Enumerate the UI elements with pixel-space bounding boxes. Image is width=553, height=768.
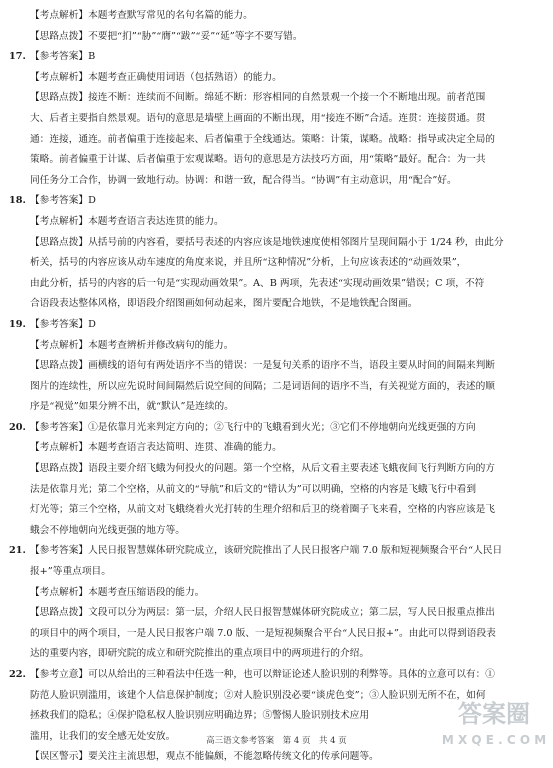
line-text: 报+”等重点项目。 xyxy=(30,566,111,578)
text-line xyxy=(0,747,553,768)
question-line xyxy=(0,315,553,336)
line-text: 【参考答案】①是依靠月光来判定方向的；②飞行中的飞蛾看到火光；③它们不停地朝向光线更强的方向 xyxy=(30,421,476,433)
line-text: 【参考答案】D xyxy=(30,318,96,330)
page-footer: 高三语文参考答案 第 4 页 共 4 页 xyxy=(206,736,347,746)
line-text: 蛾会不停地朝向光线更强的地方等。 xyxy=(30,524,185,536)
text-line xyxy=(0,109,553,130)
line-text: 【思路点拨】文段可以分为两层：第一层，介绍人民日报智慧媒体研究院成立；第二层，写人民日报重点推出 xyxy=(30,607,495,619)
line-text: 【思路点拨】不要把“扪”“胁”“膺”“跋”“妥”“延”等字不要写错。 xyxy=(30,30,303,42)
question-number: 21. xyxy=(9,545,26,557)
question-line xyxy=(0,191,553,212)
line-text: 由此分析，括号的内容的后一句是“实现动画效果”。A、B 两项，先表述“实现动画效果”错误；C 项，不符 xyxy=(30,277,485,289)
line-text: 滥用，让我们的安全感无处安放。 xyxy=(30,730,176,742)
line-text: 析关，括号的内容应该从动车速度的角度来说，并且所“这种情况”分析，上句应该表述的“动画效果”， xyxy=(30,257,467,269)
text-line xyxy=(0,171,553,192)
text-line xyxy=(0,233,553,254)
question-number: 18. xyxy=(9,195,26,207)
question-number: 17. xyxy=(9,51,26,63)
line-text: 【考点解析】本题考查默写常见的名句名篇的能力。 xyxy=(30,10,253,21)
text-line xyxy=(0,397,553,418)
question-number: 19. xyxy=(9,318,26,330)
text-line xyxy=(0,336,553,357)
text-line xyxy=(0,253,553,274)
question-number: 20. xyxy=(9,421,26,433)
line-text: 法是依靠月光；第二个空格，从前文的“导航”和后文的“错认为”可以明确，空格的内容是飞蛾飞行中看到 xyxy=(30,483,477,495)
text-line xyxy=(0,644,553,665)
line-text: 拯救我们的隐私；④保护隐私权人脸识别应明确边界；⑤警惕人脸识别技术应用 xyxy=(30,710,370,722)
text-line xyxy=(0,377,553,398)
line-text: 【思路点拨】从括号前的内容看，要括号表述的内容应该是地铁速度使相邻图片呈现间隔小于 1/24 秒，由此分 xyxy=(30,236,504,248)
line-text: 【思路点拨】接连不断：连续而不间断。绵延不断：形容相同的自然景观一个接一个不断地出现。前者范围 xyxy=(30,92,486,104)
line-text: 同任务分工合作，协调一致地行动。协调：和谐一致，配合得当。“协调”有主动意识，用“配合”好。 xyxy=(30,174,457,186)
line-text: 策略。前者偏重于计谋、后者偏重于宏观谋略。语句的意思是方法技巧方面，用“策略”最好。配合：为一共 xyxy=(30,154,486,166)
question-line xyxy=(0,47,553,68)
text-line xyxy=(0,274,553,295)
line-text: 【参考立意】可以从给出的三种看法中任选一种，也可以辩证论述人脸识别的利弊等。具体的立意可以有：① xyxy=(30,669,495,680)
line-text: 大、后者主要指自然景观。语句的意思是墙壁上画面的不断出现，用“接连不断”合适。连贯：连接贯通。贯 xyxy=(30,112,486,124)
text-line xyxy=(0,68,553,89)
line-text: 【参考答案】B xyxy=(30,51,96,63)
line-text: 达的重要内容，即研究院的成立和研究院推出的重点项目中的两项进行的介绍。 xyxy=(30,648,370,660)
text-line xyxy=(0,88,553,109)
watermark-logo xyxy=(439,694,549,750)
text-line xyxy=(0,150,553,171)
line-text: 合语段表达整体风格，即语段介绍图画如何动起来，图片要配合地铁，不是地铁配合图画。 xyxy=(30,298,418,310)
watermark-text-bottom: M X Q E . C O M xyxy=(441,733,547,747)
text-line xyxy=(0,438,553,459)
text-line xyxy=(0,521,553,542)
text-line xyxy=(0,500,553,521)
watermark-text-top: 答案圈 xyxy=(458,700,530,728)
text-line xyxy=(0,130,553,151)
line-text: 【参考答案】人民日报智慧媒体研究院成立，该研究院推出了人民日报客户端 7.0 版和短视频聚合平台“人民日 xyxy=(30,545,503,557)
answer-body xyxy=(0,6,553,768)
line-text: 【考点解析】本题考查语言表达简明、连贯、准确的能力。 xyxy=(30,442,282,454)
question-line xyxy=(0,541,553,562)
line-text: 【思路点拨】语段主要介绍飞蛾为何投火的问题。第一个空格，从后文看主要表述飞蛾夜间飞行判断方向的方 xyxy=(30,463,495,475)
line-text: 【思路点拨】画横线的语句有两处语序不当的错误：一是复句关系的语序不当，语段主要从时间的间隔来判断 xyxy=(30,360,495,372)
line-text: 【考点解析】本题考查压缩语段的能力。 xyxy=(30,586,205,598)
line-text: 【考点解析】本题考查辨析并修改病句的能力。 xyxy=(30,339,234,351)
line-text: 序是“视觉”如果分辨不出，就“默认”是连续的。 xyxy=(30,401,234,413)
line-text: 图片的连续性，所以应先说时间间隔然后说空间的间隔；二是词语间的语序不当，有关视觉方面的，表述的顺 xyxy=(30,380,495,392)
line-text: 【考点解析】本题考查正确使用词语（包括熟语）的能力。 xyxy=(30,71,282,83)
line-text: 【参考答案】D xyxy=(30,195,96,207)
text-line xyxy=(0,212,553,233)
line-text: 【误区警示】要关注主流思想，观点不能偏颇，不能忽略传统文化的传承问题等。 xyxy=(30,751,379,763)
answer-page xyxy=(0,6,553,768)
line-text: 灯光等；第三个空格，从前文对飞蛾绕着火光打转的生理介绍和后卫的绕着圈子飞来看，空格的内容应该是飞 xyxy=(30,504,495,516)
line-text: 【考点解析】本题考查语言表达连贯的能力。 xyxy=(30,215,224,227)
text-line xyxy=(0,562,553,583)
line-text: 通：连接，通连。前者偏重于连接起来、后者偏重于全线通达。策略：计策，谋略。战略：指导或决定全局的 xyxy=(30,133,495,145)
text-line xyxy=(0,459,553,480)
text-line xyxy=(0,480,553,501)
question-line xyxy=(0,418,553,439)
text-line xyxy=(0,294,553,315)
text-line xyxy=(0,356,553,377)
question-number: 22. xyxy=(9,669,26,680)
text-line xyxy=(0,603,553,624)
text-line xyxy=(0,27,553,48)
line-text: 的项目中的两个项目，一是人民日报客户端 7.0 版、一是短视频聚合平台“人民日报+”。由此可以得到语段表 xyxy=(30,627,496,639)
question-line xyxy=(0,665,553,686)
text-line xyxy=(0,583,553,604)
text-line xyxy=(0,624,553,645)
line-text: 防范人脸识别滥用，该建个人信息保护制度；②对人脸识别没必要“谈虎色变”；③人脸识别无所不在，如何 xyxy=(30,689,486,701)
text-line xyxy=(0,6,553,27)
